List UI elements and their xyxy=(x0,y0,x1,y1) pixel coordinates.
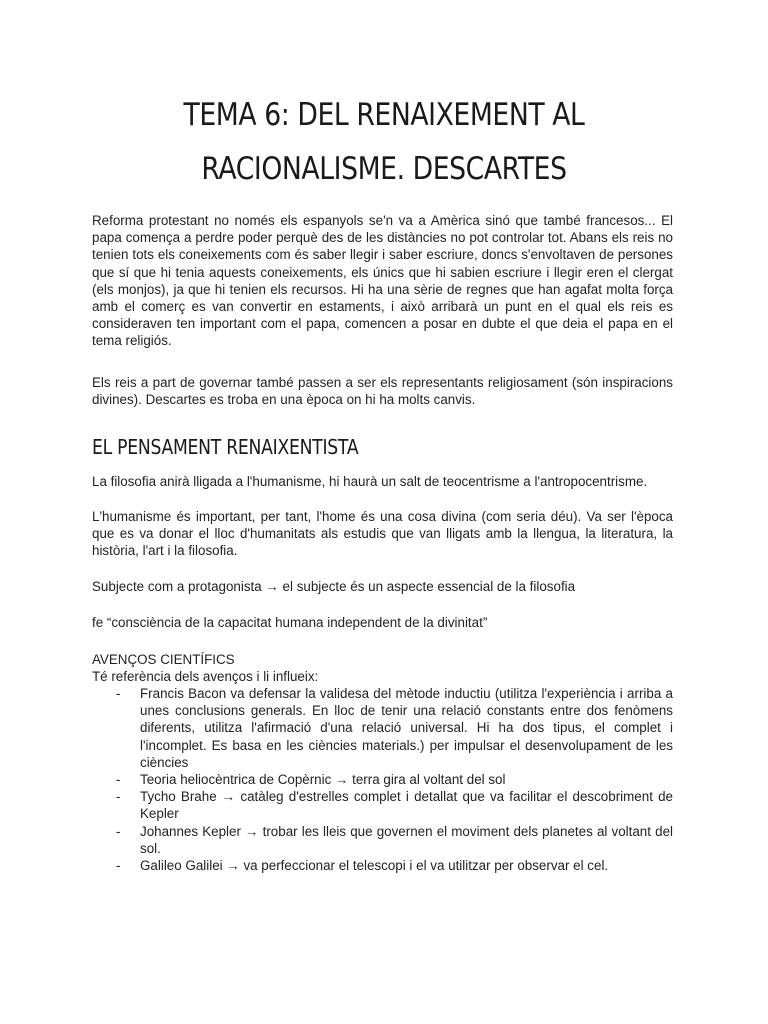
advances-intro: Té referència dels avenços i li influeix: xyxy=(92,669,319,685)
list-item-text: Francis Bacon va defensar la validesa del mètode inductiu (utilitza l'experiència i arriba a unes conclusions generals. En lloc de tenir una relació constants entre dos fenòmens diferents, utilitza l'afirmació d'una relació universal. Hi ha dos tipus, el complet i l'incomplet. Es basa en les ciències materials.) per impulsar el desenvolupament de les ciències xyxy=(140,686,673,770)
list-bullet: - xyxy=(116,686,121,701)
list-bullet: - xyxy=(116,789,121,805)
list-bullet: - xyxy=(116,823,121,839)
list-item xyxy=(92,857,673,874)
advances-list xyxy=(92,685,673,874)
list-item xyxy=(92,685,673,771)
advances-subheading: AVENÇOS CIENTÍFICS xyxy=(92,652,235,667)
list-item-text: Johannes Kepler → trobar les lleis que governen el moviment dels planetes al voltant del sol. xyxy=(140,823,673,856)
section-heading: EL PENSAMENT RENAIXENTISTA xyxy=(92,435,359,459)
intro-paragraph-2: Els reis a part de governar també passen a ser els representants religiosament (són inspiracions divines). Descartes es troba en una època on hi ha molts canvis. xyxy=(92,375,673,408)
section-paragraph-4: fe “consciència de la capacitat humana independent de la divinitat” xyxy=(92,615,488,630)
list-item xyxy=(92,823,673,857)
advances-block xyxy=(92,651,318,685)
section-paragraph-1: La filosofia anirà lligada a l'humanisme, hi haurà un salt de teocentrisme a l'antropocentrisme. xyxy=(92,474,648,489)
list-item xyxy=(92,771,673,788)
document-title xyxy=(133,88,635,196)
list-item xyxy=(92,788,673,822)
section-paragraph-3: Subjecte com a protagonista → el subjecte és un aspecte essencial de la filosofia xyxy=(92,579,576,594)
list-item-text: Teoria heliocèntrica de Copèrnic → terra gira al voltant del sol xyxy=(140,772,506,788)
title-line-1: TEMA 6: DEL RENAIXEMENT AL xyxy=(183,97,585,133)
list-item-text: Tycho Brahe → catàleg d'estrelles complet i detallat que va facilitar el descobriment de Kepler xyxy=(140,789,673,822)
list-item-text: Galileo Galilei → va perfeccionar el telescopi i el va utilitzar per observar el cel. xyxy=(140,858,609,874)
title-line-2: RACIONALISME. DESCARTES xyxy=(201,151,567,187)
list-bullet: - xyxy=(116,858,121,874)
intro-paragraph-1: Reforma protestant no només els espanyols se'n va a Amèrica sinó que també francesos... El papa comença a perdre poder perquè des de les distàncies no pot controlar tot. Abans els reis no tenien tots els coneixements com és saber llegir i saber escriure, doncs s'envoltaven de persones que sí que hi tenia aquests coneixements, els únics que hi sabien escriure i llegir eren el clergat (els monjos), ja que hi tenien els recursos. Hi ha una sèrie de regnes que han agafat molta força amb el comerç es van convertir en estaments, i això arribarà un punt en el qual els reis es consideraven ten important com el papa, comencen a posar en dubte el que deia el papa en el tema religiós. xyxy=(92,213,673,349)
list-bullet: - xyxy=(116,772,121,788)
section-paragraph-2: L'humanisme és important, per tant, l'home és una cosa divina (com seria déu). Va ser l'època que es va donar el lloc d'humanitats als estudis que van lligats amb la llengua, la literatura, la història, l'art i la filosofia. xyxy=(92,509,673,559)
